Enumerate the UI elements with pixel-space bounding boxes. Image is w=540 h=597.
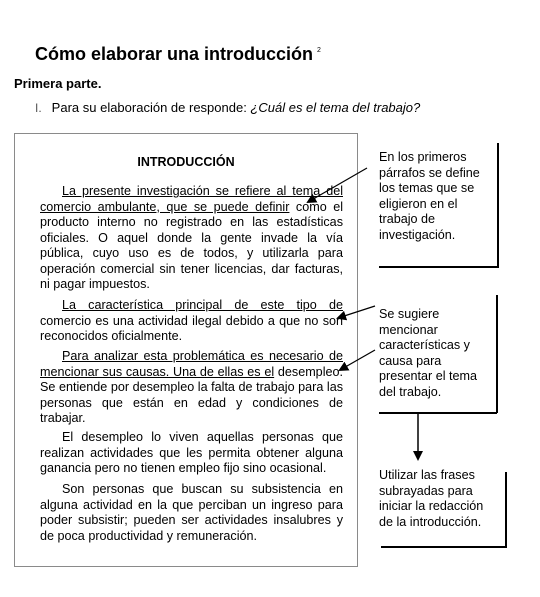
title-footnote-mark: 2 xyxy=(317,47,321,54)
paragraph-2-rest: comercio es una actividad ilegal debido a que no son reconocidos oficialmente. xyxy=(40,313,343,343)
note-mention-causes: Se sugiere mencionar características y causa para presentar el tema del trabajo. xyxy=(379,307,478,399)
paragraph-2-underlined: La característica principal de este tipo de xyxy=(62,298,343,312)
question-number: I. xyxy=(35,101,42,115)
section-heading: Primera parte. xyxy=(14,76,102,91)
paragraph-1-rest: como el producto interno no registrado en las estadísticas oficiales. O aquel donde la gente invade la vía pública, cuyo uso es de todos, y utilizarla para operación comercial sin tener licencias, dar facturas, ni pagar impuestos. xyxy=(40,199,343,291)
question-prefix: Para su elaboración de responde: xyxy=(51,100,251,115)
note-define-topics: En los primeros párrafos se define los temas que se eligieron en el trabajo de investigación. xyxy=(379,150,480,242)
arrow-note1-to-text-icon xyxy=(308,168,367,202)
paragraph-1-underlined: La presente investigación se refiere al tema del comercio ambulante, que se puede definir xyxy=(40,184,343,214)
arrow-note2-to-para2-icon xyxy=(338,306,375,318)
paragraph-4: El desempleo lo viven aquellas personas que realizan actividades que les permita obtener alguna ganancia pero no tienen empleo fijo sino ocasional. xyxy=(40,430,343,475)
paragraph-3-rest: desempleo. Se entiende por desempleo la falta de trabajo para las personas que están en edad y condiciones de trabajar. xyxy=(40,364,343,425)
paragraph-3-underlined: Para analizar esta problemática es necesario de mencionar sus causas. Una de ellas es el xyxy=(40,349,343,379)
arrow-note2-to-para3-icon xyxy=(340,350,375,370)
question-text: ¿Cuál es el tema del trabajo? xyxy=(250,100,421,115)
note-use-underlined: Utilizar las frases subrayadas para iniciar la redacción de la introducción. xyxy=(379,468,484,529)
paragraph-5: Son personas que buscan su subsistencia en alguna actividad en la que perciban un ingreso para poder subsistir; pueden ser actividades insalubres y de poca productividad y remuneración. xyxy=(40,482,343,543)
document-heading: INTRODUCCIÓN xyxy=(137,155,235,169)
title-text: Cómo elaborar una introducción xyxy=(35,44,314,64)
